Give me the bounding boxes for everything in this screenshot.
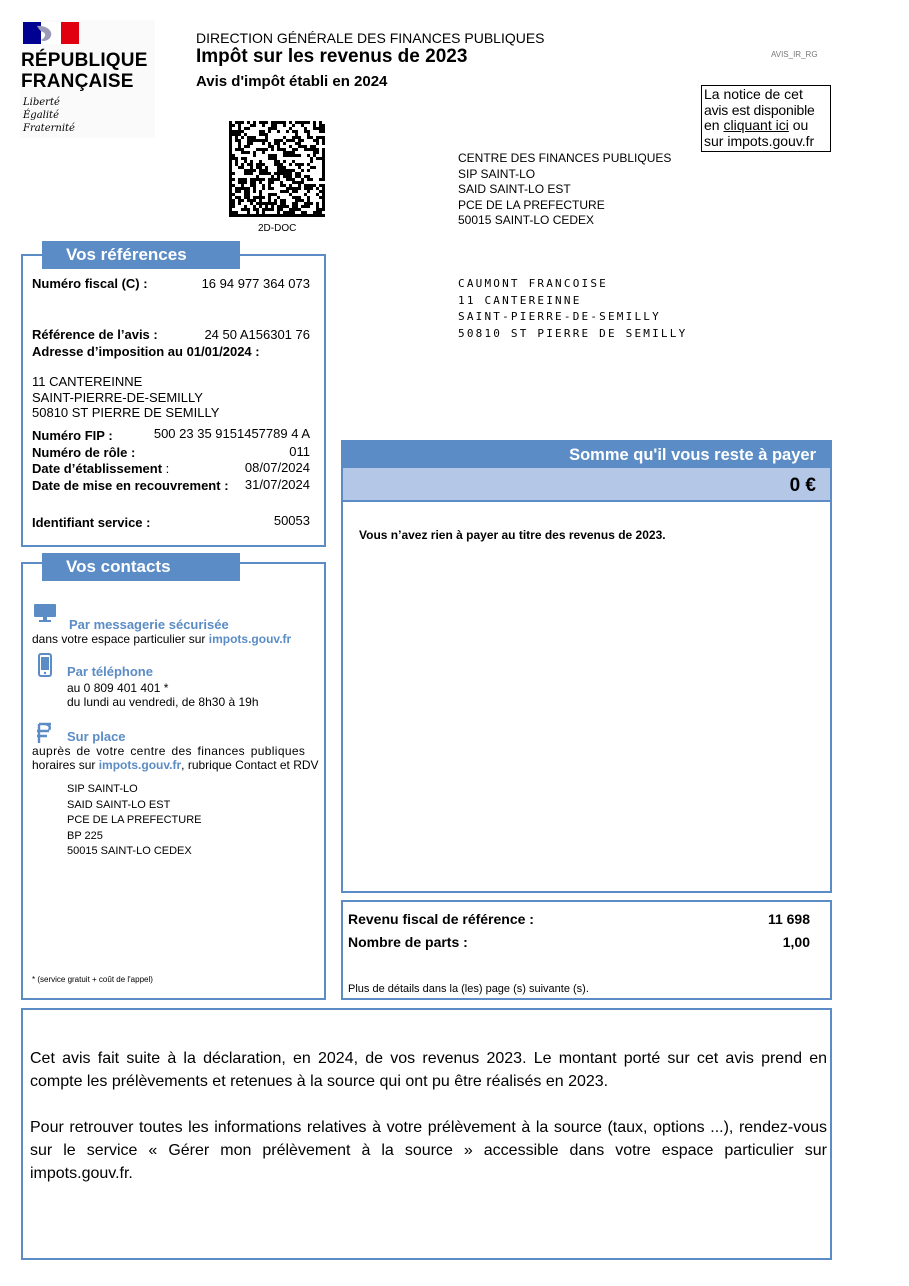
- info-paragraph-1: Cet avis fait suite à la déclaration, en 2024, de vos revenus 2023. Le montant porté sur cet avis prend en compte les prélèvements et retenues à la source qui ont pu être réalisés en 2023.: [30, 1050, 827, 1090]
- contacts-address-line: PCE DE LA PREFECTURE: [67, 814, 202, 826]
- numero-fiscal-value: 16 94 977 364 073: [201, 276, 310, 291]
- date-recouvrement-value: 31/07/2024: [244, 477, 310, 492]
- telephone-title: Par téléphone: [67, 664, 153, 679]
- messagerie-link[interactable]: impots.gouv.fr: [208, 632, 292, 646]
- contacts-address-line: SAID SAINT-LO EST: [67, 798, 171, 811]
- barcode-label: 2D-DOC: [258, 223, 297, 234]
- recipient-line: CAUMONT FRANCOISE: [458, 277, 608, 290]
- logo-motto-1: Liberté: [23, 97, 60, 108]
- sender-line: PCE DE LA PREFECTURE: [458, 197, 605, 212]
- payment-header: Somme qu'il vous reste à payer: [343, 442, 830, 468]
- identifiant-service-value: 50053: [273, 513, 310, 528]
- reference-avis-value: 24 50 A156301 76: [204, 327, 310, 342]
- contacts-address: [67, 782, 201, 860]
- direction-label: DIRECTION GÉNÉRALE DES FINANCES PUBLIQUES: [196, 30, 545, 46]
- date-etablissement-label: Date d’établissement: [32, 461, 163, 476]
- recipient-address: [458, 276, 687, 342]
- date-etablissement-value: 08/07/2024: [244, 460, 310, 475]
- sur-place-line2-post: , rubrique Contact et RDV: [181, 758, 319, 772]
- reference-avis-label: Référence de l’avis :: [32, 327, 158, 342]
- messagerie-text: dans votre espace particulier sur: [32, 632, 209, 646]
- details-note: Plus de détails dans la (les) page (s) suivante (s).: [348, 983, 589, 995]
- recipient-line: 11 CANTEREINNE: [458, 293, 582, 307]
- fip-value: 500 23 35 9151457789 4 A: [153, 426, 310, 441]
- adresse-line: 11 CANTEREINNE: [32, 374, 143, 389]
- republique-logo: [20, 20, 155, 138]
- date-etablissement-colon: :: [162, 461, 170, 476]
- role-value: 011: [289, 444, 310, 459]
- rfr-value: 11 698: [767, 911, 810, 927]
- sur-place-line2-row: [32, 758, 319, 772]
- contacts-address-line: BP 225: [67, 829, 103, 842]
- sur-place-line1: auprès de votre centre des finances publiques: [32, 744, 306, 758]
- sender-line: 50015 SAINT-LO CEDEX: [458, 213, 595, 227]
- notice-box: [701, 85, 831, 152]
- parts-value: 1,00: [782, 934, 810, 950]
- phone-icon: [38, 653, 52, 677]
- finances-publiques-icon: [33, 722, 55, 744]
- contacts-footnote: * (service gratuit + coût de l'appel): [32, 975, 153, 984]
- role-label: Numéro de rôle :: [32, 445, 136, 460]
- contacts-tab: Vos contacts: [42, 553, 240, 581]
- messagerie-text-row: [32, 632, 291, 646]
- page-subtitle: Avis d'impôt établi en 2024: [196, 73, 388, 90]
- page-title: Impôt sur les revenus de 2023: [196, 46, 468, 67]
- payment-amount: 0 €: [343, 468, 830, 502]
- date-etablissement-row: [32, 461, 169, 476]
- notice-line3-post: ou: [788, 117, 809, 133]
- notice-line1: La notice de cet: [704, 86, 803, 102]
- payment-message: Vous n’avez rien à payer au titre des revenus de 2023.: [359, 528, 666, 542]
- logo-motto-3: Fraternité: [23, 123, 75, 134]
- date-recouvrement-label: Date de mise en recouvrement :: [32, 478, 229, 493]
- notice-line3-pre: en: [704, 117, 724, 133]
- logo-line1: RÉPUBLIQUE: [21, 50, 148, 71]
- logo-line2: FRANÇAISE: [21, 71, 134, 92]
- notice-line4: sur impots.gouv.fr: [704, 132, 815, 149]
- adresse-imposition-label: Adresse d’imposition au 01/01/2024 :: [32, 344, 260, 359]
- recipient-line: SAINT-PIERRE-DE-SEMILLY: [458, 310, 661, 323]
- references-tab: Vos références: [42, 241, 240, 269]
- document-code: AVIS_IR_RG: [771, 50, 818, 59]
- sur-place-line2-pre: horaires sur: [32, 758, 99, 772]
- notice-line2: avis est disponible: [704, 101, 815, 118]
- monitor-icon: [33, 603, 57, 623]
- sur-place-title: Sur place: [67, 729, 126, 744]
- parts-label: Nombre de parts :: [348, 934, 468, 950]
- sur-place-link[interactable]: impots.gouv.fr: [98, 758, 182, 772]
- marianne-icon: [23, 22, 79, 44]
- messagerie-title: Par messagerie sécurisée: [69, 617, 229, 632]
- fip-label: Numéro FIP :: [32, 428, 113, 443]
- telephone-line2: du lundi au vendredi, de 8h30 à 19h: [67, 695, 259, 709]
- sender-line: SIP SAINT-LO: [458, 166, 536, 181]
- logo-motto-2: Égalité: [23, 110, 59, 121]
- 2d-doc-barcode: [229, 120, 325, 218]
- rfr-label: Revenu fiscal de référence :: [348, 911, 534, 927]
- telephone-line1: au 0 809 401 401 *: [67, 681, 169, 695]
- sender-line: SAID SAINT-LO EST: [458, 182, 571, 196]
- adresse-line: 50810 ST PIERRE DE SEMILLY: [32, 405, 220, 420]
- adresse-line: SAINT-PIERRE-DE-SEMILLY: [32, 389, 203, 405]
- notice-link[interactable]: cliquant ici: [723, 117, 789, 133]
- payment-panel: [341, 440, 832, 893]
- identifiant-service-label: Identifiant service :: [32, 515, 151, 530]
- contacts-address-line: SIP SAINT-LO: [67, 783, 138, 795]
- info-paragraph-2: Pour retrouver toutes les informations relatives à votre prélèvement à la source (taux, options ...), rendez-vous sur le service « Gérer mon prélèvement à la source » accessible dans votre espace particulier sur impots.gouv.fr.: [30, 1119, 827, 1182]
- sender-address: [458, 151, 671, 229]
- contacts-address-line: 50015 SAINT-LO CEDEX: [67, 845, 192, 857]
- recipient-line: 50810 ST PIERRE DE SEMILLY: [458, 326, 688, 340]
- sender-line: CENTRE DES FINANCES PUBLIQUES: [458, 151, 672, 165]
- adresse-imposition: [32, 374, 219, 421]
- numero-fiscal-label: Numéro fiscal (C) :: [32, 276, 148, 291]
